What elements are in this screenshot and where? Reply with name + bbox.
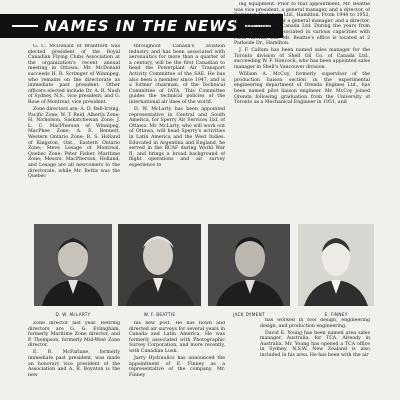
- paragraph: Zone directors are: A. D. Bell-Irving, Pacific Zone; W. T. Reid, Alberta Zone; H. Nicholson, Saskatchewan Zone; J. L. C. MacPherson of Winnipeg, MacPhee Zone; A. E. Bennett, Western Ontario Zone; R. S. Holland of Kingston, Ont., Eastern Ontario Zone; Steve Lesage of Montreal, Quebec Zone; Peter Fisher, Maritime Zone; Messrs. MacPherson, Holland, and Lesage are all newcomers to the directorate, while Mr. Bettis was the Quebec: [28, 107, 120, 180]
- photo-caption: JACK DYMENT: [233, 312, 265, 317]
- photo-caption: D. W. McLARTY: [55, 312, 91, 317]
- section-title: NAMES IN THE NEWS: [44, 17, 239, 35]
- paragraph: Zone director last year. Retiring directors are G. G. Evlingham, formerly Maritime Zone director, and P. Thompson, formerly Mid-West Zone director.: [28, 321, 120, 349]
- paragraph: D. W. McLarty has been appointed representative in Central and South America, for Sperry Air Services Ltd. of Ottawa. Mr. McLarty, who will work out of Ottawa, will head Sperry's activities in Latin America and the West Indies. Educated in Argentina and England, he served in the RCAF during World War II, and brings a broad background of flight operations and air survey experience to: [129, 107, 225, 168]
- portrait-photo: [118, 224, 201, 306]
- paragraph: G. C. McDonald of Brantford was elected president of the Royal Canadian Flying Clubs Association at the organization's recent annual meeting in Ottawa. Mr. McDonald succeeds H. R. Scrimger of Winnipeg, who remains on the directorate as immediate past president. Other officers elected include Dr. A. R. Nash of Sydney, N.S., vice president; and G. Rose of Montreal, vice president.: [28, 44, 120, 105]
- photo-caption: W. F. BEATTIE: [143, 312, 176, 317]
- paragraph: J. F. Callum has been named sales manager for the Toronto division of Shell Oil Co. of Canada Ltd., succeeding W. F. Hancock, who has been appointed sales manager in Shell's Vancouver division.: [234, 48, 370, 71]
- paragraph: William A. McCoy, formerly supervisor of the production liaison section in the experimental engineering department of Orenda Engines Ltd., has been named pilot liaison engineer. Mr. McCoy joined Orenda following graduation from the University of Toronto as a Mechanical Engineer in 1951, and: [234, 72, 370, 106]
- paragraph: David E. Young has been named area sales manager, Australia, for TCA. Already in Australia, Mr. Young has opened a TCA office in Sydney, N.S.W. New Zealand is also included in his area. He has been with the air: [260, 330, 370, 359]
- article-column-5: [129, 321, 225, 400]
- paragraph: his new post. He has flown and directed air surveys for several years in Canada and Latin America. He was formerly associated with Photographic Survey Corporation, and more recently, with Canadian Lusk.: [129, 321, 225, 354]
- article-column-6: [260, 318, 370, 400]
- portrait-row: [26, 224, 374, 308]
- portrait-photo: [208, 224, 290, 306]
- header-rule-left: [12, 25, 38, 27]
- portrait-photo: [298, 224, 374, 306]
- article-column-3: [234, 2, 370, 246]
- portrait-photo: [34, 224, 112, 306]
- article-column-4: [28, 321, 120, 400]
- paragraph: throughout Canada's aviation industry and has been associated with aeronautics for more than a quarter of a century, will be the first Canadian to head the Powerplant Air Transport Activity Committee of the SAE. He has also been a member since 1947, and is a former chairman, of the Technical Committee of IATA. This Committee guides the technical policies of the international air lines of the world.: [129, 44, 225, 105]
- photo-caption: E. FINNEY: [324, 312, 348, 317]
- paragraph: E. R. McFarlane, formerly immediate past president, was made an honorary vice president of the Association and A. R. Boynton is the new: [28, 350, 120, 378]
- paragraph: has worked in tool design, engineering design, and production engineering.: [260, 318, 370, 329]
- paragraph: ing equipment. Prior to that appointment, Mr. Beattie was vice president, a general manager, and a director, of Dominion Fasteners Ltd., Hamilton. From 1944 to 1952, he was vice president a general manager, and a director, of Wales-Trippe of Canada Ltd. During the years from 1940-44, he was associated in various capacities with Fleet Aircraft Ltd. Mr. Beattie's office is located at 2 Parkside Dr., Hamilton.: [234, 2, 370, 47]
- paragraph: Jarry Hydraulics has announced the appointment of E. Finney as a representative of the company. Mr. Finney: [129, 356, 225, 378]
